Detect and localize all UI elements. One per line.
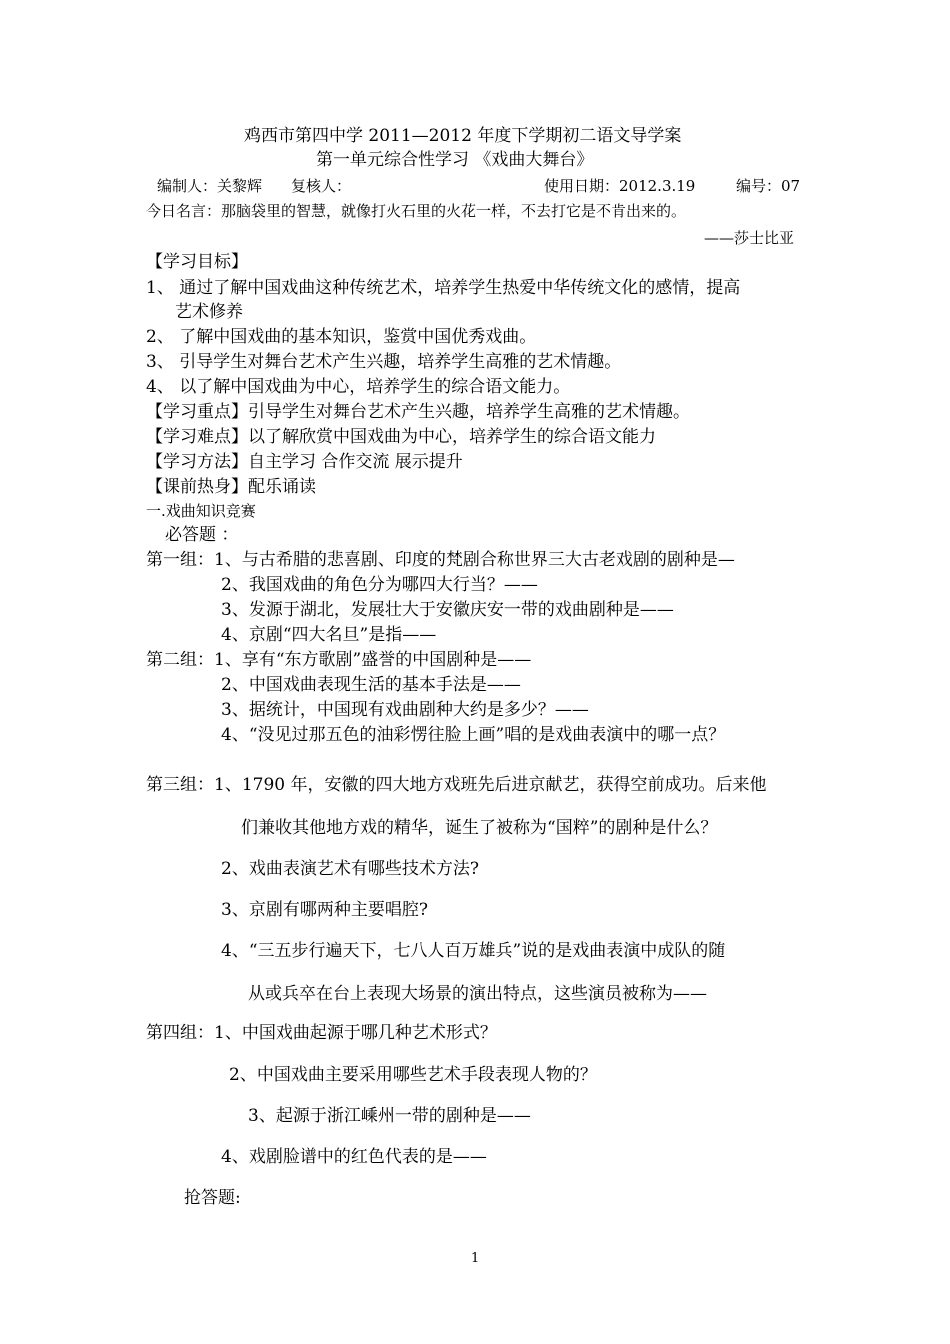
quote-author: ——莎士比亚 <box>704 229 795 247</box>
group2-question: 4、“没见过那五色的油彩愣往脸上画”唱的是戏曲表演中的哪一点？ <box>221 725 726 745</box>
group4-question: 3、起源于浙江嵊州一带的剧种是—— <box>248 1106 531 1126</box>
group1-question: 第一组：1、与古希腊的悲喜剧、印度的梵剧合称世界三大古老戏剧的剧种是— <box>146 550 735 570</box>
group1-question: 2、我国戏曲的角色分为哪四大行当？—— <box>221 575 538 595</box>
use-date: 使用日期：2012.3.19 <box>544 177 696 195</box>
group1-question: 3、发源于湖北，发展壮大于安徽庆安一带的戏曲剧种是—— <box>221 600 674 620</box>
key-points: 【学习重点】引导学生对舞台艺术产生兴趣，培养学生高雅的艺术情趣。 <box>146 402 690 422</box>
group3-question: 4、“三五步行遍天下，七八人百万雄兵”说的是戏曲表演中成队的随 <box>221 941 726 961</box>
page-subtitle: 第一单元综合性学习 《戏曲大舞台》 <box>316 150 594 170</box>
objective-item: 2、 了解中国戏曲的基本知识，鉴赏中国优秀戏曲。 <box>146 327 537 347</box>
objective-item: 3、 引导学生对舞台艺术产生兴趣，培养学生高雅的艺术情趣。 <box>146 352 622 372</box>
daily-quote: 今日名言：那脑袋里的智慧，就像打火石里的火花一样，不去打它是不肯出来的。 <box>146 202 687 220</box>
group3-question-cont: 们兼收其他地方戏的精华，诞生了被称为“国粹”的剧种是什么？ <box>241 818 718 838</box>
group3-question: 第三组：1、1790 年，安徽的四大地方戏班先后进京献艺，获得空前成功。后来他 <box>146 775 767 795</box>
group2-question: 2、中国戏曲表现生活的基本手法是—— <box>221 675 521 695</box>
group4-question: 第四组：1、中国戏曲起源于哪几种艺术形式？ <box>146 1023 497 1043</box>
required-label: 必答题 ： <box>165 525 239 545</box>
objective-item: 4、 以了解中国戏曲为中心，培养学生的综合语文能力。 <box>146 377 571 397</box>
group3-question: 3、京剧有哪两种主要唱腔? <box>221 900 428 920</box>
group2-question: 3、据统计，中国现有戏曲剧种大约是多少？—— <box>221 700 589 720</box>
group3-question-cont: 从或兵卒在台上表现大场景的演出特点，这些演员被称为—— <box>248 984 707 1004</box>
objective-item-cont: 艺术修养 <box>175 302 243 322</box>
objective-item: 1、 通过了解中国戏曲这种传统艺术，培养学生热爱中华传统文化的感情，提高 <box>146 278 741 298</box>
reviewer: 复核人： <box>291 177 352 195</box>
difficulties: 【学习难点】以了解欣赏中国戏曲为中心，培养学生的综合语文能力 <box>146 427 656 447</box>
group4-question: 4、戏剧脸谱中的红色代表的是—— <box>221 1147 487 1167</box>
doc-number: 编号：07 <box>736 177 801 195</box>
objectives-heading: 【学习目标】 <box>146 252 248 272</box>
editor: 编制人：关黎辉 <box>157 177 263 195</box>
warmup: 【课前热身】配乐诵读 <box>146 477 316 497</box>
group1-question: 4、京剧“四大名旦”是指—— <box>221 625 437 645</box>
group3-question: 2、戏曲表演艺术有哪些技术方法? <box>221 859 479 879</box>
rush-label: 抢答题: <box>184 1188 241 1208</box>
section-title: 一.戏曲知识竞赛 <box>146 502 256 520</box>
methods: 【学习方法】自主学习 合作交流 展示提升 <box>146 452 463 472</box>
group4-question: 2、中国戏曲主要采用哪些艺术手段表现人物的？ <box>229 1065 597 1085</box>
page-title: 鸡西市第四中学 2011—2012 年度下学期初二语文导学案 <box>244 126 682 146</box>
page-number: 1 <box>471 1251 480 1266</box>
group2-question: 第二组：1、享有“东方歌剧”盛誉的中国剧种是—— <box>146 650 532 670</box>
